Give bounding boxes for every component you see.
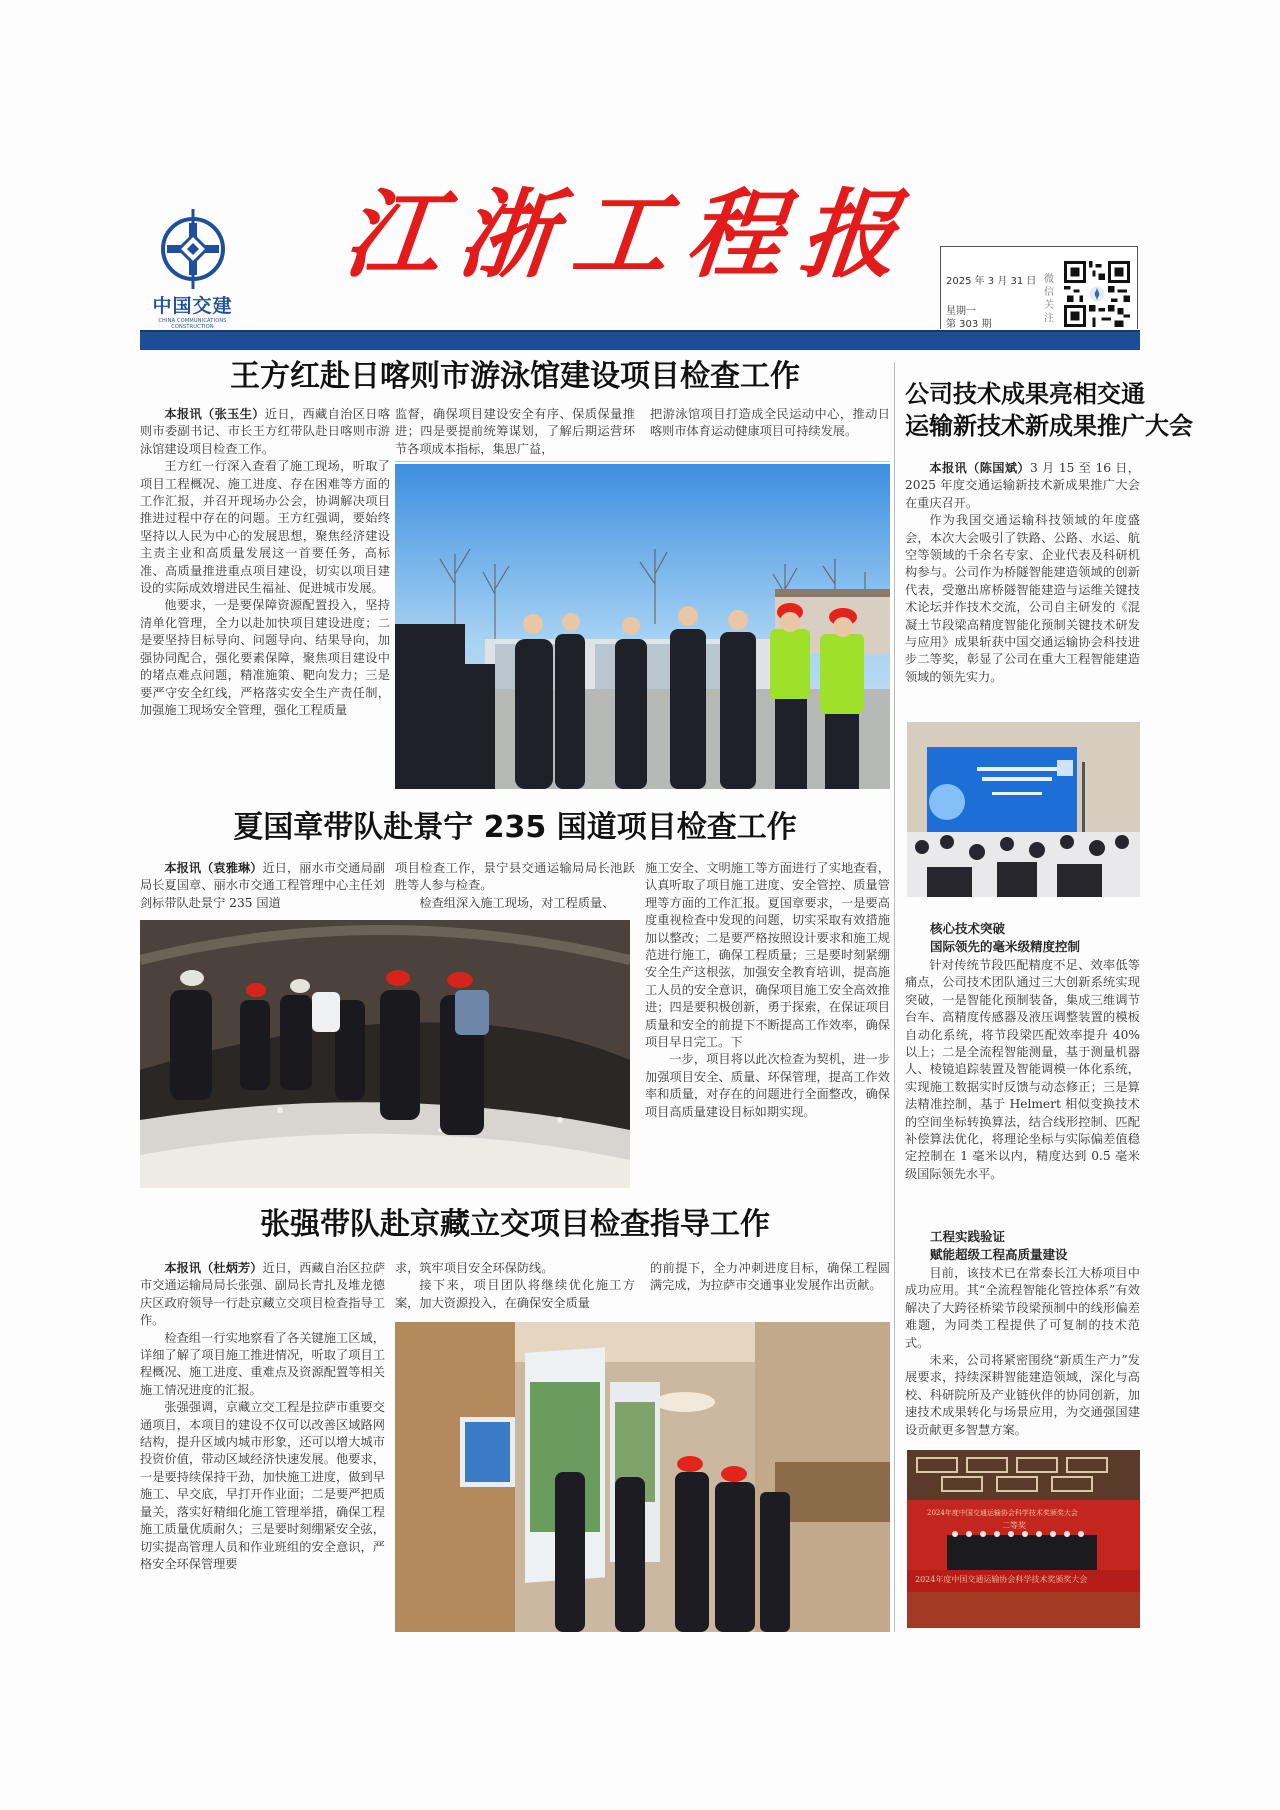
article2-column2 — [395, 860, 635, 912]
article3-paragraph: 接下来，项目团队将继续优化施工方案，加大资源投入，在确保安全质量 — [395, 1278, 635, 1310]
article1-photo — [395, 464, 890, 789]
article1-paragraph: 把游泳馆项目打造成全民运动中心，推动日喀则市体育运动健康项目可持续发展。 — [650, 407, 890, 439]
article2-column3 — [645, 860, 890, 1121]
article1-byline: 本报讯（张玉生） — [164, 407, 265, 421]
sidebar-photo-conference — [907, 722, 1140, 897]
wechat-qr-code-icon[interactable] — [1064, 261, 1130, 327]
sidebar-body: 本报讯（陈国斌）3 月 15 至 16 日，2025 年度交通运输新技术新成果推广大会在重庆召开。 作为我国交通运输科技领域的年度盛会，本次大会吸引了铁路、公路、水运、航空等领域的千余名专家、企业代表及科研机构参与。公司作为桥隧智能建造领域的创新代表，受邀出席桥隧智能建造与运维关键技术论坛并作技术交流，公司自主研发的《混凝土节段梁高精度智能化预制关键技术研发与应用》成果斩获中国交通运输协会科技进步二等奖，彰显了公司在重大工程智能建造领域的领先实力。 — [905, 460, 1140, 686]
subsection-subtitle: 国际领先的毫米级精度控制 — [930, 939, 1081, 954]
subsection-title: 工程实践验证 — [930, 1229, 1006, 1244]
article3-paragraph: 张强强调，京藏立交工程是拉萨市重要交通项目，本项目的建设不仅可以改善区域路网结构，提升区域内城市形象，还可以增大城市投资价值，带动区域经济快速发展。他要求，一是要持续保持干劲，加快施工进度，做到早施工、早交底，早打开作业面；二是要严把质量关，落实好精细化施工管理举措，确保工程施工质量优质耐久；三是要时刻绷紧安全弦，切实提高管理人员和作业班组的安全意识，严格安全环保管理要 — [140, 1400, 385, 1571]
article2-column1: 本报讯（袁雅琳）近日，丽水市交通局副局长夏国章、丽水市交通工程管理中心主任刘剑标带队赴景宁 235 国道 — [140, 861, 386, 910]
article2-paragraph: 项目检查工作，景宁县交通运输局局长池跃胜等人参与检查。 — [395, 861, 635, 893]
sidebar-photo-award-ceremony — [907, 1450, 1140, 1628]
article1-headline: 王方红赴日喀则市游泳馆建设项目检查工作 — [230, 359, 800, 394]
article2-paragraph: 施工安全、文明施工等方面进行了实地查看，认真听取了项目施工进度、安全管控、质量管理等方面的工作汇报。夏国章要求，一是要高度重视检查中发现的问题，切实采取有效措施加以整改；二是要严格按照设计要求和施工规范进行施工，确保工程质量；三是要时刻紧绷安全生产这根弦，加强安全教育培训，提高施工人员的安全意识，确保项目施工安全高效推进；四是要积极创新，勇于探索，在保证项目质量和安全的前提下不断提高工作效率，确保项目早日完工。下 — [645, 861, 890, 1050]
issue-weekday: 星期一 — [946, 306, 976, 317]
article2-byline: 本报讯（袁雅琳） — [164, 861, 263, 875]
article3-paragraph: 的前提下，全力冲刺进度目标，确保工程圆满完成，为拉萨市交通事业发展作出贡献。 — [650, 1261, 890, 1293]
ceremony-stage-text: 2024年度中国交通运输协会科学技术奖颁奖大会 — [915, 1575, 1088, 1584]
issue-info-box — [940, 246, 1138, 329]
issue-date: 2025 年 3 月 31 日 — [946, 276, 1037, 287]
cccc-emblem-icon — [153, 205, 233, 289]
article3-column2 — [395, 1260, 635, 1312]
sidebar-headline: 公司技术成果亮相交通 运输新技术新成果推广大会 — [905, 380, 1193, 440]
ceremony-award-sign: 二等奖 — [1002, 1521, 1026, 1530]
article3-byline: 本报讯（杜炳芳） — [164, 1261, 263, 1275]
article3-column1: 本报讯（杜炳芳）近日，西藏自治区拉萨市交通运输局局长张强、副局长青扎及堆龙德庆区政府领导一行赴京藏立交项目检查指导工作。 检查组一行实地察看了各关键施工区域，详细了解了项目施工推进情况，听取了项目工程概况、施工进度、重难点及资源配置等相关施工情况进度的汇报。 张强强调，京藏立交工程是拉萨市重要交通项目，本项目的建设不仅可以改善区域路网结构，提升区域内城市形象，还可以增大城市投资价值，带动区域经济快速发展。他要求，一是要持续保持干劲，加快施工进度，做到早施工、早交底，早打开作业面；二是要严把质量关，落实好精细化施工管理举措，确保工程施工质量优质耐久；三是要时刻绷紧安全弦，切实提高管理人员和作业班组的安全意识，严格安全环保管理要 — [140, 1260, 385, 1573]
subsection-subtitle: 赋能超级工程高质量建设 — [930, 1247, 1068, 1262]
article1-paragraph: 监督，确保项目建设安全有序、保质保量推进；四是要提前统筹谋划，了解后期运营环节各项成本指标，集思广益， — [395, 407, 635, 456]
subsection-title: 核心技术突破 — [930, 921, 1006, 936]
article1-column1: 本报讯（张玉生）近日，西藏自治区日喀则市委副书记、市长王方红带队赴日喀则市游泳馆建设项目检查工作。 王方红一行深入查看了施工现场，听取了项目工程概况、施工进度、存在困难等方面的工作汇报，并召开现场办公会，协调解决项目推进过程中存在的问题。王方红强调，要始终坚持以人民为中心的发展思想，聚焦经济建设主责主业和高质量发展这一首要任务，高标准、高质量推进重点项目建设，切实以项目建设的实际成效增进民生福祉、促进城市发展。 他要求，一是要保障资源配置投入，坚持清单化管理，全力以赴加快项目建设进度；二是要坚持目标导向、问题导向、结果导向，加强协同配合，强化要素保障，聚焦项目建设中的堵点难点问题，精准施策、靶向发力；三是要严守安全红线，严格落实安全生产责任制，加强施工现场安全管理，强化工程质量 — [140, 406, 390, 719]
logo-chinese-text: 中国交建 — [152, 295, 233, 317]
sidebar-subsection-1 — [905, 920, 1140, 956]
sidebar-subsection-2-body: 目前，该技术已在常泰长江大桥项目中成功应用。其“全流程智能化管控体系”有效解决了大跨径桥梁节段梁预制中的线形偏差难题，为同类工程提供了可复制的技术范式。 未来，公司将紧密围绕“新质生产力”发展要求，持续深耕智能建造领域，深化与高校、科研院所及产业链伙伴的协同创新，加速技术成果转化与场景应用，为交通强国建设贡献更多智慧方案。 — [905, 1266, 1140, 1437]
sidebar-byline: 本报讯（陈国斌） — [929, 461, 1030, 475]
article3-headline: 张强带队赴京藏立交项目检查指导工作 — [260, 1207, 770, 1242]
logo-english-text: CHINA COMMUNICATIONS CONSTRUCTION — [158, 318, 227, 330]
article2-paragraph: 一步，项目将以此次检查为契机，进一步加强项目安全、质量、环保管理，提高工作效率和质量，对存在的问题进行全面整改，确保项目高质量建设目标如期实现。 — [645, 1052, 890, 1119]
article3-photo — [395, 1322, 890, 1632]
newspaper-nameplate: 江浙工程报 — [339, 178, 921, 291]
article1-column2 — [395, 406, 635, 458]
article3-paragraph: 求，筑牢项目安全环保防线。 — [395, 1261, 554, 1275]
article1-column3 — [650, 406, 890, 441]
issue-number: 第 303 期 — [946, 319, 992, 330]
company-logo — [140, 205, 245, 335]
article2-photo — [140, 920, 630, 1188]
article3-column3 — [650, 1260, 890, 1295]
rule — [395, 461, 890, 462]
masthead-blue-bar — [140, 330, 1140, 350]
article2-headline: 夏国章带队赴景宁 235 国道项目检查工作 — [233, 810, 797, 845]
article1-paragraph: 他要求，一是要保障资源配置投入，坚持清单化管理，全力以赴加快项目建设进度；二是要坚持目标导向、问题导向、结果导向，加强协同配合，强化要素保障，聚焦项目建设中的堵点难点问题，精准施策、靶向发力；三是要严守安全红线，严格落实安全生产责任制，加强施工现场安全管理，强化工程质量 — [140, 598, 390, 717]
sidebar-paragraph: 作为我国交通运输科技领域的年度盛会，本次大会吸引了铁路、公路、水运、航空等领域的千余名专家、企业代表及科研机构参与。公司作为桥隧智能建造领域的创新代表，受邀出席桥隧智能建造与运维关键技术论坛并作技术交流，公司自主研发的《混凝土节段梁高精度智能化预制关键技术研发与应用》成果斩获中国交通运输协会科技进步二等奖，彰显了公司在重大工程智能建造领域的领先实力。 — [905, 513, 1140, 684]
wechat-follow-label: 微信关注 — [1044, 274, 1054, 324]
article1-paragraph: 王方红一行深入查看了施工现场，听取了项目工程概况、施工进度、存在困难等方面的工作汇报，并召开现场办公会，协调解决项目推进过程中存在的问题。王方红强调，要始终坚持以人民为中心的发展思想，聚焦经济建设主责主业和高质量发展这一首要任务，高标准、高质量推进重点项目建设，切实以项目建设的实际成效增进民生福祉、促进城市发展。 — [140, 459, 390, 596]
sidebar-subsection-1-body: 针对传统节段匹配精度不足、效率低等痛点，公司技术团队通过三大创新系统实现突破，一是智能化预制装备，集成三维调节台车、高精度传感器及液压调整装置的模板自动化系统，将节段梁匹配效率提升 40% 以上；二是全流程智能测量，基于测量机器人、棱镜追踪装置及智能调模一体化系统，实现施工数据实时反馈与动态修正；三是算法精准控制，基于 Helmert 相似变换技术的空间坐标转换算法，结合线形控制、匹配补偿算法优化，将理论坐标与实际偏差值稳定控制在 1 毫米以内，精度达到 0.5 毫米级国际领先水平。 — [905, 958, 1140, 1181]
ceremony-banner-text: 2024年度中国交通运输协会科学技术奖颁奖大会 — [927, 1509, 1078, 1517]
column-divider — [894, 362, 895, 1632]
sidebar-subsection-2 — [905, 1228, 1140, 1264]
article3-paragraph: 检查组一行实地察看了各关键施工区域，详细了解了项目施工推进情况，听取了项目工程概况、施工进度、重难点及资源配置等相关施工情况进度的汇报。 — [140, 1330, 385, 1397]
article2-paragraph: 检查组深入施工现场，对工程质量、 — [419, 895, 615, 910]
